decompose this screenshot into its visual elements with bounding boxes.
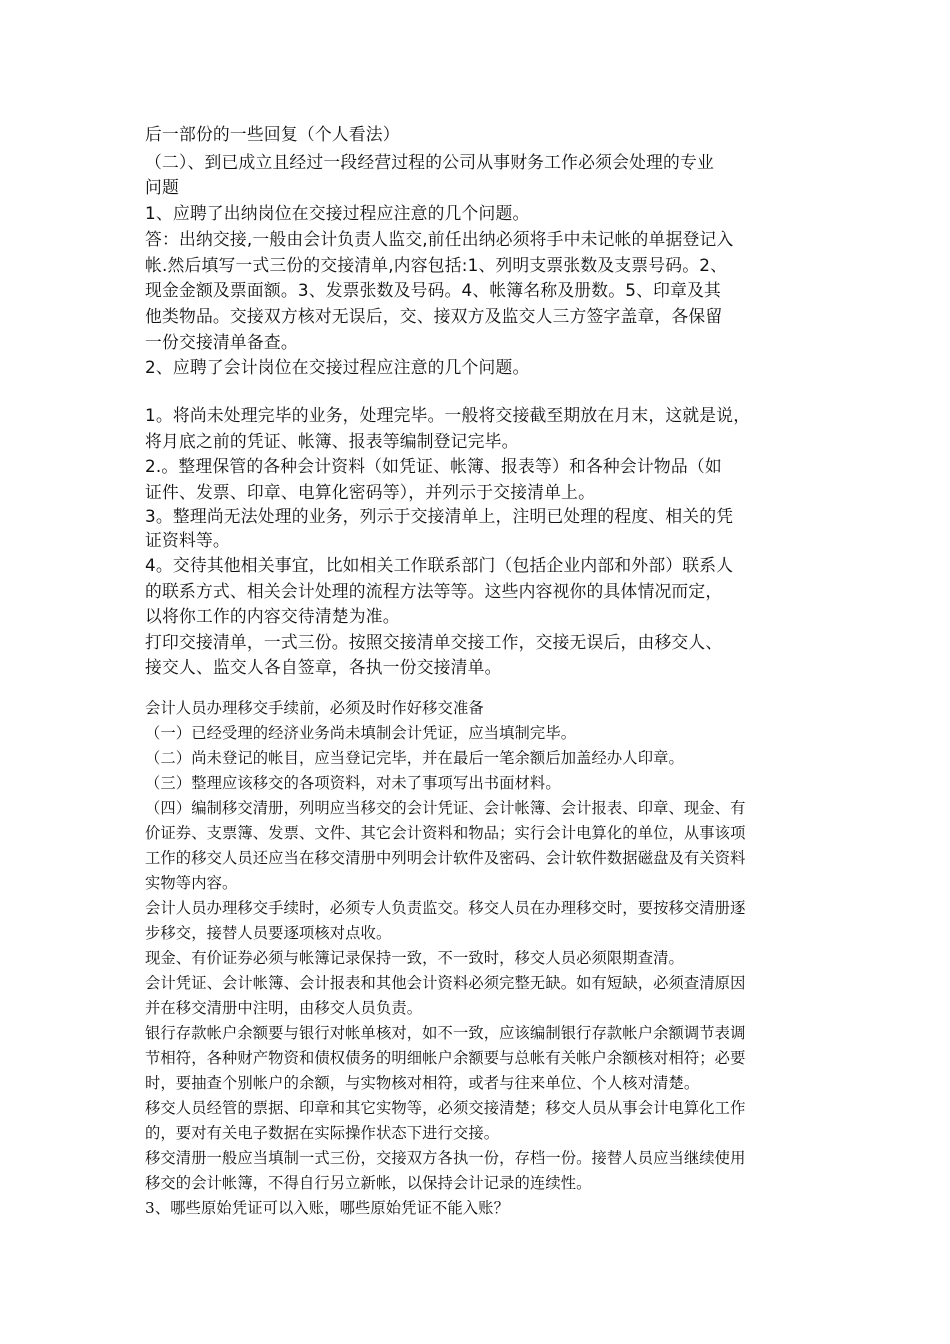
paragraph-line: 打印交接清单，一式三份。按照交接清单交接工作，交接无误后，由移交人、 <box>145 632 723 652</box>
paragraph-line: 1。将尚未处理完毕的业务，处理完毕。一般将交接截至期放在月末，这就是说， <box>145 405 751 425</box>
paragraph-line: 工作的移交人员还应当在移交清册中列明会计软件及密码、会计软件数据磁盘及有关资料 <box>145 849 746 867</box>
paragraph-line: 2.。整理保管的各种会计资料（如凭证、帐簿、报表等）和各种会计物品（如 <box>145 456 722 476</box>
paragraph-line: （三）整理应该移交的各项资料，对未了事项写出书面材料。 <box>145 774 561 792</box>
paragraph-line: 节相符，各种财产物资和债权债务的明细帐户余额要与总帐有关帐户余额核对相符；必要 <box>145 1049 746 1067</box>
paragraph-line: 的联系方式、相关会计处理的流程方法等等。这些内容视你的具体情况而定， <box>145 581 723 601</box>
paragraph-line: 证件、发票、印章、电算化密码等），并列示于交接清单上。 <box>145 482 596 502</box>
paragraph-line: 移交的会计帐簿，不得自行另立新帐，以保持会计记录的连续性。 <box>145 1174 592 1192</box>
paragraph-line: 时，要抽查个别帐户的余额，与实物核对相符，或者与往来单位、个人核对清楚。 <box>145 1074 700 1092</box>
subtitle-line: （二）、到已成立且经过一段经营过程的公司从事财务工作必须会处理的专业 <box>145 152 714 172</box>
paragraph-line: 并在移交清册中注明，由移交人员负责。 <box>145 999 423 1017</box>
paragraph-line: 移交人员经管的票据、印章和其它实物等，必须交接清楚；移交人员从事会计电算化工作 <box>145 1099 746 1117</box>
answer-1-line: 帐.然后填写一式三份的交接清单,内容包括:1、列明支票张数及支票号码。2、 <box>145 255 728 275</box>
paragraph-line: 3。整理尚无法处理的业务，列示于交接清单上，注明已处理的程度、相关的凭 <box>145 506 734 526</box>
question-3: 3、哪些原始凭证可以入账，哪些原始凭证不能入账？ <box>145 1199 509 1217</box>
paragraph-line: 会计人员办理移交手续时，必须专人负责监交。移交人员在办理移交时，要按移交清册逐 <box>145 899 746 917</box>
doc-title: 后一部份的一些回复（个人看法） <box>145 124 400 144</box>
paragraph-line: 的，要对有关电子数据在实际操作状态下进行交接。 <box>145 1124 500 1142</box>
paragraph-line: （四）编制移交清册，列明应当移交的会计凭证、会计帐簿、会计报表、印章、现金、有 <box>145 799 746 817</box>
question-1: 1、应聘了出纳岗位在交接过程应注意的几个问题。 <box>145 203 530 223</box>
paragraph-line: 银行存款帐户余额要与银行对帐单核对，如不一致，应该编制银行存款帐户余额调节表调 <box>145 1024 746 1042</box>
paragraph-line: 4。交待其他相关事宜，比如相关工作联系部门（包括企业内部和外部）联系人 <box>145 555 734 575</box>
subtitle-line: 问题 <box>145 177 179 197</box>
paragraph-line: 以将你工作的内容交待清楚为准。 <box>145 606 400 626</box>
paragraph-line: 实物等内容。 <box>145 874 238 892</box>
paragraph-line: 会计凭证、会计帐簿、会计报表和其他会计资料必须完整无缺。如有短缺，必须查清原因 <box>145 974 746 992</box>
question-2: 2、应聘了会计岗位在交接过程应注意的几个问题。 <box>145 357 530 377</box>
paragraph-line: 步移交，接替人员要逐项核对点收。 <box>145 924 392 942</box>
paragraph-line: 会计人员办理移交手续前，必须及时作好移交准备 <box>145 699 484 717</box>
paragraph-line: 现金、有价证券必须与帐簿记录保持一致，不一致时，移交人员必须限期查清。 <box>145 949 684 967</box>
answer-1-line: 答：出纳交接,一般由会计负责人监交,前任出纳必须将手中未记帐的单据登记入 <box>145 229 734 249</box>
paragraph-line: 接交人、监交人各自签章，各执一份交接清单。 <box>145 657 502 677</box>
paragraph-line: 将月底之前的凭证、帐簿、报表等编制登记完毕。 <box>145 431 519 451</box>
paragraph-line: 价证券、支票簿、发票、文件、其它会计资料和物品；实行会计电算化的单位，从事该项 <box>145 824 746 842</box>
answer-1-line: 他类物品。交接双方核对无误后，交、接双方及监交人三方签字盖章，各保留 <box>145 306 723 326</box>
answer-1-line: 一份交接清单备查。 <box>145 332 298 352</box>
paragraph-line: （二）尚未登记的帐目，应当登记完毕，并在最后一笔余额后加盖经办人印章。 <box>145 749 684 767</box>
answer-1-line: 现金金额及票面额。3、发票张数及号码。4、帐簿名称及册数。5、印章及其 <box>145 280 722 300</box>
paragraph-line: 移交清册一般应当填制一式三份，交接双方各执一份，存档一份。接替人员应当继续使用 <box>145 1149 746 1167</box>
paragraph-line: （一）已经受理的经济业务尚未填制会计凭证，应当填制完毕。 <box>145 724 577 742</box>
paragraph-line: 证资料等。 <box>145 530 230 550</box>
